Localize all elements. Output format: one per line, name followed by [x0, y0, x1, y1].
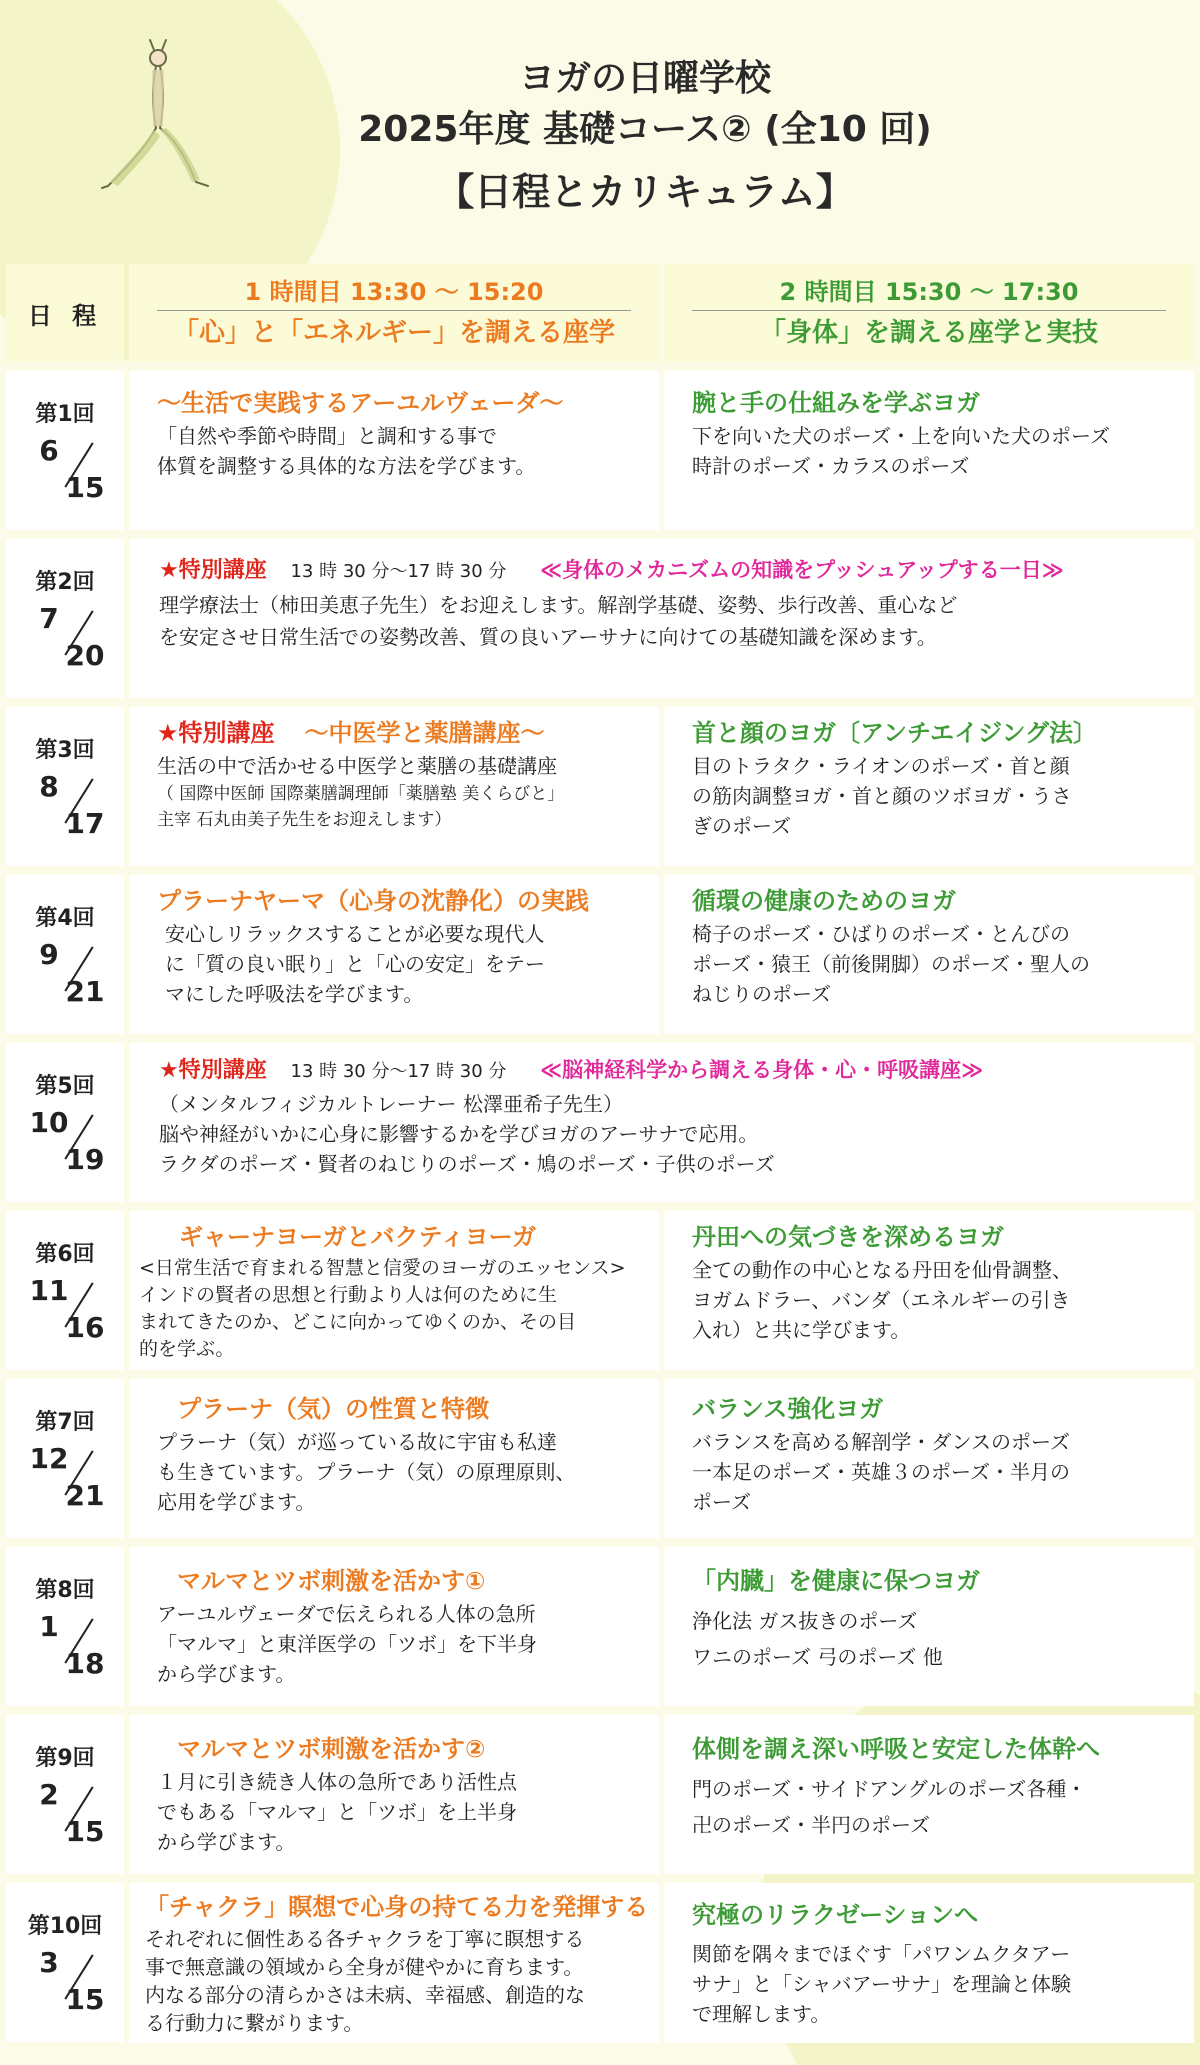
lecture-title: 丹田への気づきを深めるヨガ [692, 1223, 1004, 1251]
period1-lecture [129, 1379, 659, 1538]
session-date [6, 539, 124, 698]
session-month: 12 [29, 1442, 69, 1475]
lecture-title: マルマとツボ刺激を活かす② [177, 1735, 486, 1763]
lecture-description: 浄化法 ガス抜きのポーズ ワニのポーズ 弓のポーズ 他 [692, 1609, 943, 1669]
session-day: 17 [65, 807, 105, 840]
session-day: 15 [65, 1815, 105, 1848]
schedule-label: 日 程 [27, 301, 103, 330]
session-day: 18 [65, 1647, 105, 1680]
special-lecture-time: 13 時 30 分～17 時 30 分 [290, 561, 507, 582]
session-number: 第1回 [35, 402, 95, 427]
lecture-title: 腕と手の仕組みを学ぶヨガ [692, 389, 980, 417]
period1-lecture [129, 1883, 659, 2043]
schedule-table [6, 264, 1194, 2043]
course-title: 2025年度 基礎コース② (全10 回) [358, 109, 932, 150]
session-date [6, 1883, 124, 2042]
session-date [6, 1715, 124, 1874]
period2-lecture [664, 1547, 1194, 1706]
session-day: 15 [65, 1983, 105, 2016]
period1-lecture [129, 875, 659, 1034]
session-day: 16 [65, 1311, 105, 1344]
schedule-heading: 【日程とカリキュラム】 [436, 170, 854, 214]
lecture-description: 安心しリラックスすることが必要な現代人 に「質の良い眠り」と「心の安定」をテー マにした呼吸法を学びます。 [165, 922, 545, 1006]
period2-title: 「身体」を調える座学と実技 [759, 318, 1098, 348]
session-month: 3 [39, 1946, 59, 1979]
session-month: 8 [39, 770, 59, 803]
lecture-description: １月に引き続き人体の急所であり活性点 でもある「マルマ」と「ツボ」を上半身 から学びます。 [157, 1770, 517, 1854]
period2-lecture [664, 1883, 1194, 2043]
lecture-description: 門のポーズ・サイドアングルのポーズ各種・ 卍のポーズ・半円のポーズ [692, 1777, 1087, 1837]
lecture-title: 「内臓」を健康に保つヨガ [692, 1567, 980, 1595]
special-lecture [129, 1043, 1194, 1202]
lecture-title: 「チャクラ」瞑想で心身の持てる力を発揮する [145, 1893, 649, 1921]
session-number: 第5回 [35, 1074, 95, 1099]
lecture-description: 関節を隅々までほぐす「パワンムクタアー サナ」と「シャバアーサナ」を理論と体験 で理解します。 [692, 1942, 1071, 2026]
session-day: 21 [65, 1479, 105, 1512]
special-lecture-label: ★特別講座 [157, 719, 275, 747]
special-lecture-theme: ≪脳神経科学から調える身体・心・呼吸講座≫ [540, 1058, 984, 1082]
lecture-description: バランスを高める解剖学・ダンスのポーズ 一本足のポーズ・英雄３のポーズ・半月の ポーズ [692, 1430, 1070, 1514]
session-date [6, 1547, 124, 1706]
session-date [6, 1211, 124, 1370]
special-lecture [129, 539, 1194, 698]
lecture-title: ～中医学と薬膳講座～ [304, 719, 545, 747]
session-month: 6 [39, 434, 59, 467]
lecture-description: 生活の中で活かせる中医学と薬膳の基礎講座 [157, 754, 557, 778]
lecture-note: （ 国際中医師 国際薬膳調理師「薬膳塾 美くらびと」 主宰 石丸由美子先生をお迎えします） [157, 784, 565, 830]
session-date [6, 371, 124, 530]
lecture-description: 下を向いた犬のポーズ・上を向いた犬のポーズ 時計のポーズ・カラスのポーズ [692, 424, 1110, 478]
period1-lecture [129, 1547, 659, 1706]
session-month: 2 [39, 1778, 59, 1811]
session-number: 第10回 [27, 1914, 103, 1939]
period2-lecture [664, 1715, 1194, 1874]
session-number: 第6回 [35, 1242, 95, 1267]
session-date [6, 875, 124, 1034]
session-date [6, 1043, 124, 1202]
period2-lecture [664, 875, 1194, 1034]
lecture-title: バランス強化ヨガ [692, 1395, 884, 1423]
session-day: 15 [65, 471, 105, 504]
lecture-description: <日常生活で育まれる智慧と信愛のヨーガのエッセンス> インドの賢者の思想と行動より人は何のために生 まれてきたのか、どこに向かってゆくのか、その目 的を学ぶ。 [139, 1257, 626, 1360]
special-lecture-time: 13 時 30 分～17 時 30 分 [290, 1061, 507, 1082]
lecture-title: 首と顔のヨガ〔アンチエイジング法〕 [692, 719, 1097, 747]
session-day: 19 [65, 1143, 105, 1176]
period1-title: 「心」と「エネルギー」を調える座学 [172, 318, 615, 348]
session-number: 第4回 [35, 906, 95, 931]
session-month: 7 [39, 602, 59, 635]
period1-header [129, 264, 659, 362]
session-month: 11 [29, 1274, 69, 1307]
lecture-description: 全ての動作の中心となる丹田を仙骨調整、 ヨガムドラー、バンダ（エネルギーの引き 入れ）と共に学びます。 [692, 1258, 1072, 1342]
schedule-column-header [6, 264, 124, 362]
session-day: 21 [65, 975, 105, 1008]
lecture-title: マルマとツボ刺激を活かす① [177, 1567, 486, 1595]
session-number: 第9回 [35, 1746, 95, 1771]
period2-time: 2 時間目 15:30 ～ 17:30 [692, 274, 1166, 311]
period1-lecture [129, 707, 659, 866]
period2-lecture [664, 371, 1194, 530]
lecture-description: 目のトラタク・ライオンのポーズ・首と顔 の筋肉調整ヨガ・首と顔のツボヨガ・うさ ぎのポーズ [692, 754, 1072, 838]
session-number: 第7回 [35, 1410, 95, 1435]
lecture-title: プラーナ（気）の性質と特徴 [177, 1395, 489, 1423]
lecture-title: ～生活で実践するアーユルヴェーダ～ [157, 389, 564, 417]
lecture-description: プラーナ（気）が巡っている故に宇宙も私達 も生きています。プラーナ（気）の原理原則、 応用を学びます。 [157, 1430, 576, 1514]
special-lecture-label: ★特別講座 [159, 558, 267, 583]
session-day: 20 [65, 639, 105, 672]
lecture-title: 循環の健康のためのヨガ [692, 887, 956, 915]
session-month: 9 [39, 938, 59, 971]
lecture-description: （メンタルフィジカルトレーナー 松澤亜希子先生） 脳や神経がいかに心身に影響するかを学びヨガのアーサナで応用。 ラクダのポーズ・賢者のねじりのポーズ・鳩のポーズ・子供のポーズ [159, 1092, 775, 1176]
lecture-title: 体側を調え深い呼吸と安定した体幹へ [692, 1735, 1100, 1763]
period2-lecture [664, 707, 1194, 866]
session-number: 第2回 [35, 570, 95, 595]
school-name: ヨガの日曜学校 [518, 58, 771, 99]
lecture-title: 究極のリラクゼーションへ [692, 1901, 979, 1929]
period2-header [664, 264, 1194, 362]
period1-lecture [129, 1211, 659, 1370]
lecture-description: 「自然や季節や時間」と調和する事で 体質を調整する具体的な方法を学びます。 [157, 424, 536, 478]
period1-lecture [129, 371, 659, 530]
lecture-description: 理学療法士（柿田美恵子先生）をお迎えします。解剖学基礎、姿勢、歩行改善、重心など を安定させ日常生活での姿勢改善、質の良いアーサナに向けての基礎知識を深めます。 [159, 593, 958, 649]
session-date [6, 1379, 124, 1538]
period1-lecture [129, 1715, 659, 1874]
lecture-title: プラーナヤーマ（心身の沈静化）の実践 [157, 887, 589, 915]
lecture-description: 椅子のポーズ・ひばりのポーズ・とんびの ポーズ・猿王（前後開脚）のポーズ・聖人の ねじりのポーズ [692, 922, 1090, 1006]
period2-lecture [664, 1379, 1194, 1538]
page-header [0, 54, 1200, 222]
session-date [6, 707, 124, 866]
session-number: 第8回 [35, 1578, 95, 1603]
period2-lecture [664, 1211, 1194, 1370]
session-month: 1 [39, 1610, 59, 1643]
special-lecture-label: ★特別講座 [159, 1058, 267, 1083]
session-number: 第3回 [35, 738, 95, 763]
lecture-title: ギャーナヨーガとバクティヨーガ [179, 1223, 537, 1251]
session-month: 10 [29, 1106, 69, 1139]
lecture-description: それぞれに個性ある各チャクラを丁寧に瞑想する 事で無意識の領域から全身が健やかに育ちます。 内なる部分の清らかさは未病、幸福感、創造的な る行動力に繋がります。 [145, 1927, 585, 2035]
period1-time: 1 時間目 13:30 ～ 15:20 [157, 274, 631, 311]
special-lecture-theme: ≪身体のメカニズムの知識をプッシュアップする一日≫ [540, 558, 1064, 582]
lecture-description: アーユルヴェーダで伝えられる人体の急所 「マルマ」と東洋医学の「ツボ」を下半身 から学びます。 [157, 1602, 537, 1686]
